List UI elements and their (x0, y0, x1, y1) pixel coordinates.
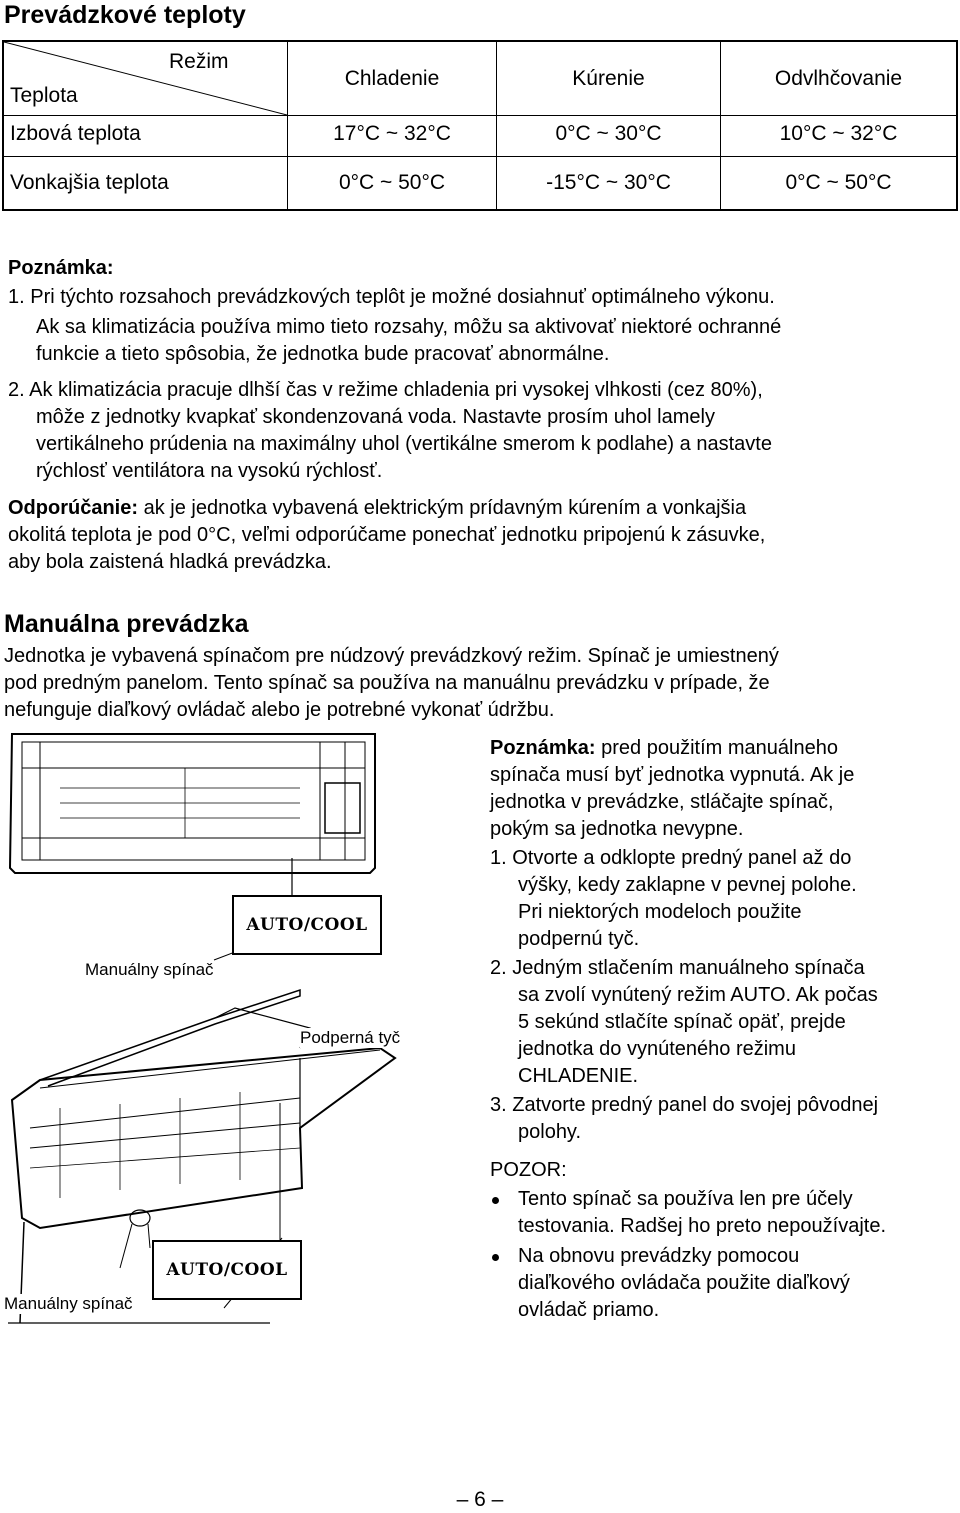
manual-section-title: Manuálna prevádzka (4, 610, 249, 638)
caution-heading: POZOR: (490, 1159, 567, 1181)
recommendation-line: aby bola zaistená hladká prevádzka. (8, 551, 332, 573)
step-line: sa zvolí vynútený režim AUTO. Ak počas (518, 984, 878, 1006)
step-line: 2. Jedným stlačením manuálneho spínača (490, 957, 865, 979)
right-note-line: jednotka v prevádzke, stláčajte spínač, (490, 791, 834, 813)
indoor-unit-illustration (0, 728, 480, 1328)
temperature-table (2, 40, 958, 211)
table-corner-temp: Teplota (10, 84, 78, 107)
table-cell: 0°C ~ 50°C (338, 171, 446, 194)
table-corner-mode: Režim (169, 50, 229, 73)
recommendation-line: okolitá teplota je pod 0°C, veľmi odporúčame ponechať jednotku pripojenú k zásuvke, (8, 524, 766, 546)
page-number: – 6 – (456, 1488, 504, 1511)
table-header: Kúrenie (572, 67, 645, 90)
caution-line: testovania. Radšej ho preto nepoužívajte. (518, 1215, 887, 1237)
table-cell: -15°C ~ 30°C (546, 171, 671, 194)
step-line: CHLADENIE. (518, 1065, 639, 1087)
table-row-label: Vonkajšia teplota (10, 171, 169, 194)
table-header: Odvlhčovanie (774, 67, 903, 90)
manual-intro-line: nefunguje diaľkový ovládač alebo je potrebné vykonať údržbu. (4, 699, 555, 721)
note-line: funkcie a tieto spôsobia, že jednotka bude pracovať abnormálne. (36, 343, 610, 365)
step-line: výšky, kedy zaklapne v pevnej polohe. (518, 874, 857, 896)
caution-line: Na obnovu prevádzky pomocou (518, 1245, 800, 1267)
step-line: Pri niektorých modeloch použite (518, 901, 802, 923)
right-note-line (490, 735, 838, 762)
step-line: 3. Zatvorte predný panel do svojej pôvodnej (490, 1094, 879, 1116)
caution-line: diaľkového ovládača použite diaľkový (518, 1272, 850, 1294)
note-line: 2. Ak klimatizácia pracuje dlhší čas v režime chladenia pri vysokej vlhkosti (cez 80%), (8, 379, 763, 401)
table-cell: 0°C ~ 50°C (785, 171, 892, 194)
right-note-label: Poznámka: (490, 737, 596, 759)
step-line: polohy. (518, 1121, 582, 1143)
note-line: môže z jednotky kvapkať skondenzovaná voda. Nastavte prosím uhol lamely (36, 406, 715, 428)
recommendation-text: ak je jednotka vybavená elektrickým prídavným kúrením a vonkajšia (138, 497, 747, 519)
manual-switch-label-bottom: Manuálny spínač (4, 1294, 133, 1313)
table-row-label: Izbová teplota (10, 122, 141, 145)
table-cell: 10°C ~ 32°C (779, 122, 898, 145)
right-note-line: pokým sa jednotka nevypne. (490, 818, 744, 840)
table-header: Chladenie (344, 67, 440, 90)
caution-line: ovládač priamo. (518, 1299, 660, 1321)
step-line: 1. Otvorte a odklopte predný panel až do (490, 847, 852, 869)
note-line: rýchlosť ventilátora na vysokú rýchlosť. (36, 460, 383, 482)
table-cell: 17°C ~ 32°C (333, 122, 451, 145)
note-line: vertikálneho prúdenia na maximálny uhol (vertikálne smerom k podlahe) a nastavte (36, 433, 772, 455)
recommendation-line (8, 495, 746, 522)
caution-line: Tento spínač sa používa len pre účely (518, 1188, 853, 1210)
auto-cool-button-bottom: AUTO/COOL (152, 1240, 302, 1300)
bullet-icon (492, 1254, 499, 1261)
bullet-icon (492, 1197, 499, 1204)
note-heading: Poznámka: (8, 257, 114, 279)
manual-intro-line: pod predným panelom. Tento spínač sa používa na manuálnu prevádzku v prípade, že (4, 672, 770, 694)
note-line: 1. Pri týchto rozsahoch prevádzkových teplôt je možné dosiahnuť optimálneho výkonu. (8, 286, 775, 308)
right-note-text: pred použitím manuálneho (595, 737, 838, 759)
step-line: podpernú tyč. (518, 928, 640, 950)
step-line: jednotka do vynúteného režimu (518, 1038, 796, 1060)
note-line: Ak sa klimatizácia používa mimo tieto rozsahy, môžu sa aktivovať niektoré ochranné (36, 316, 782, 338)
right-note-line: spínača musí byť jednotka vypnutá. Ak je (490, 764, 855, 786)
support-rod-label: Podperná tyč (300, 1028, 401, 1047)
manual-switch-label-top: Manuálny spínač (85, 960, 214, 979)
auto-cool-button-top: AUTO/COOL (232, 895, 382, 955)
recommendation-label: Odporúčanie: (8, 497, 139, 519)
page-title: Prevádzkové teploty (4, 1, 246, 29)
step-line: 5 sekúnd stlačíte spínač opäť, prejde (518, 1011, 846, 1033)
manual-intro-line: Jednotka je vybavená spínačom pre núdzový prevádzkový režim. Spínač je umiestnený (4, 645, 779, 667)
table-cell: 0°C ~ 30°C (555, 122, 662, 145)
